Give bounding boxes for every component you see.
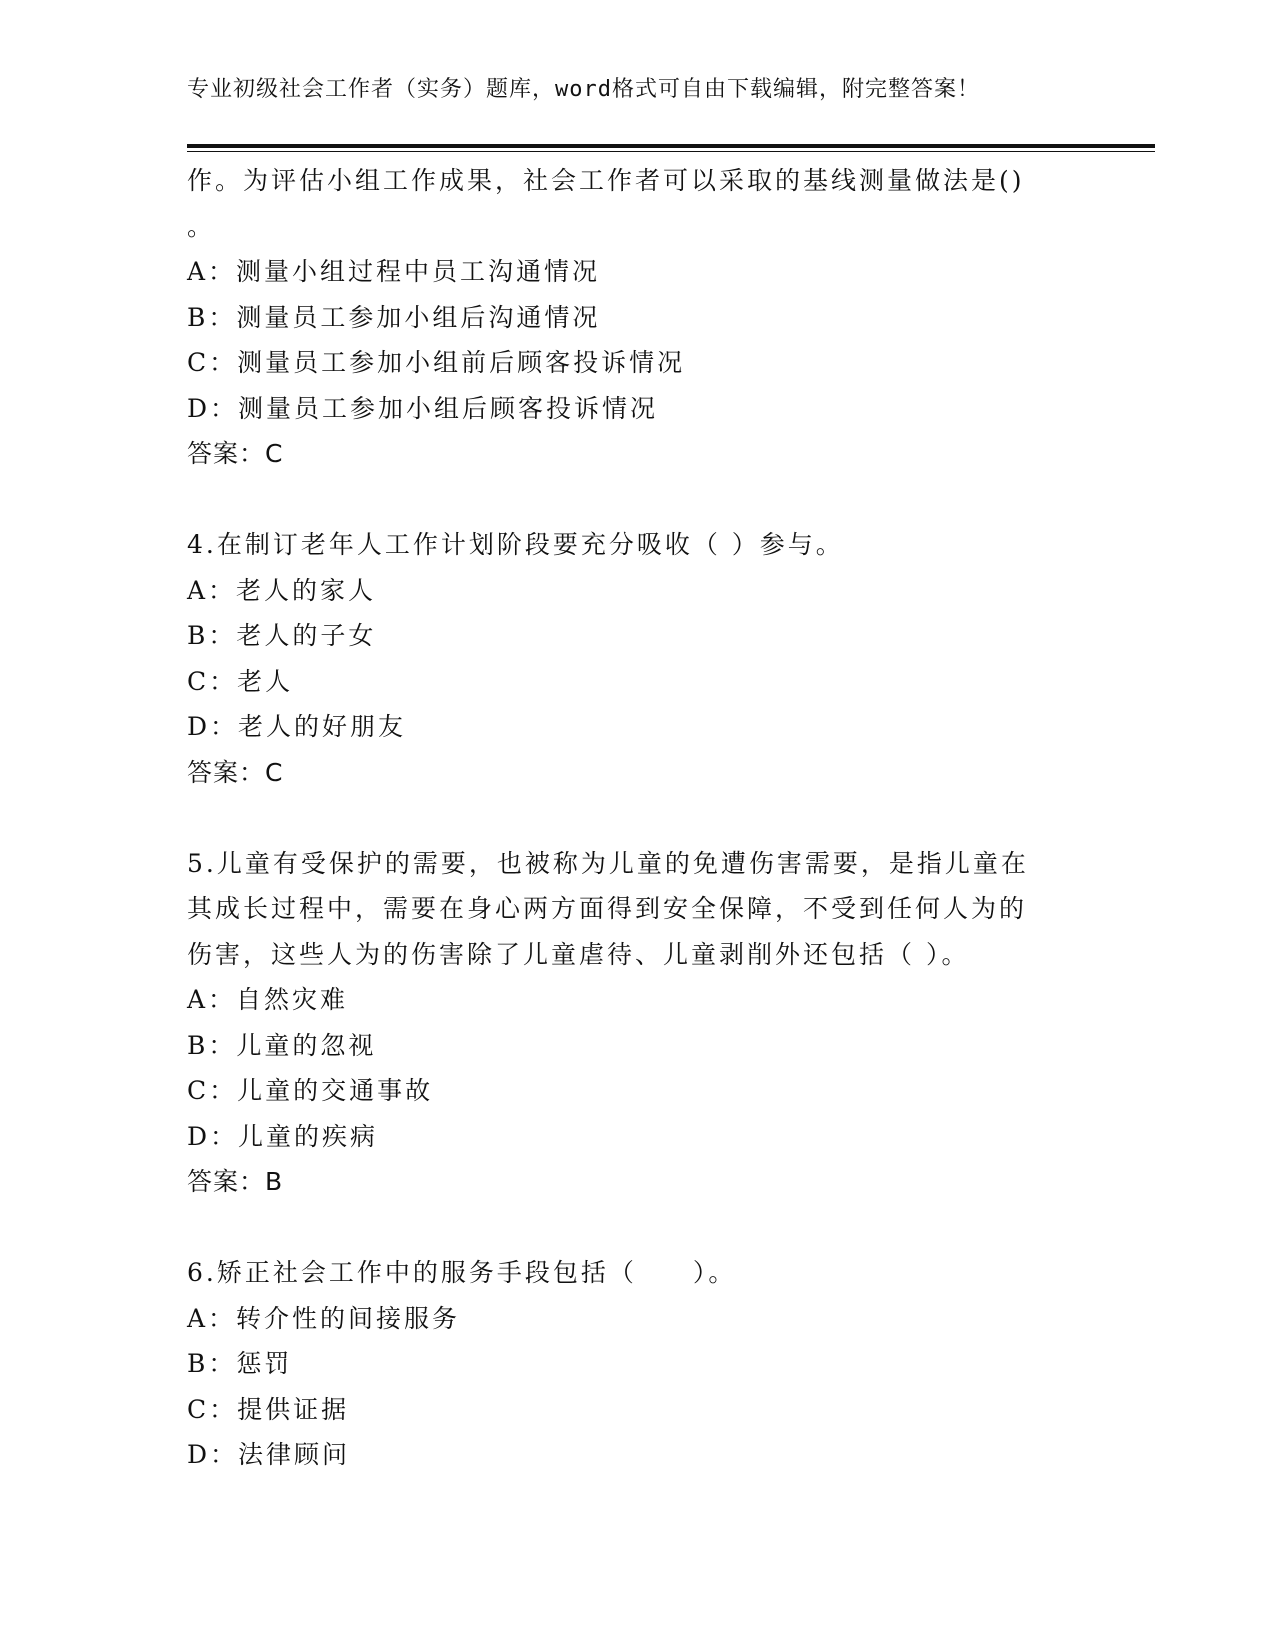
answer-line: 答案：B bbox=[187, 1167, 284, 1196]
question-stem-line: 5.儿童有受保护的需要，也被称为儿童的免遭伤害需要，是指儿童在 bbox=[187, 848, 1029, 878]
option-b: B：惩罚 bbox=[187, 1349, 293, 1378]
question-block bbox=[187, 158, 1087, 477]
option-d: D：老人的好朋友 bbox=[187, 712, 407, 741]
option-d: D：法律顾问 bbox=[187, 1440, 351, 1469]
spacer bbox=[187, 795, 1087, 841]
option-a: A：老人的家人 bbox=[187, 575, 377, 605]
answer-line: 答案：C bbox=[187, 439, 284, 468]
question-stem-line: 伤害，这些人为的伤害除了儿童虐待、儿童剥削外还包括（ ）。 bbox=[187, 939, 970, 969]
option-a: A：自然灾难 bbox=[187, 985, 349, 1014]
option-c: C：提供证据 bbox=[187, 1394, 350, 1424]
header-rule-thick bbox=[187, 144, 1155, 148]
option-d: D：测量员工参加小组后顾客投诉情况 bbox=[187, 393, 659, 423]
question-block bbox=[187, 1250, 1087, 1478]
question-stem-line: 。 bbox=[187, 211, 216, 241]
question-stem-line: 作。为评估小组工作成果，社会工作者可以采取的基线测量做法是() bbox=[187, 166, 1025, 195]
question-stem-line: 6.矫正社会工作中的服务手段包括（ ）。 bbox=[187, 1258, 737, 1287]
question-stem-line: 4.在制订老年人工作计划阶段要充分吸收（ ）参与。 bbox=[187, 530, 844, 559]
question-block bbox=[187, 841, 1087, 1205]
option-a: A：测量小组过程中员工沟通情况 bbox=[187, 257, 601, 286]
option-c: C：儿童的交通事故 bbox=[187, 1076, 434, 1105]
page-header: 专业初级社会工作者（实务）题库，word格式可自由下载编辑，附完整答案！ bbox=[187, 77, 980, 102]
option-b: B：儿童的忽视 bbox=[187, 1030, 377, 1060]
header-rule-thin bbox=[187, 151, 1155, 152]
answer-line: 答案：C bbox=[187, 757, 284, 787]
spacer bbox=[187, 477, 1087, 523]
option-b: B：测量员工参加小组后沟通情况 bbox=[187, 302, 601, 332]
question-stem-line: 其成长过程中，需要在身心两方面得到安全保障，不受到任何人为的 bbox=[187, 894, 1028, 923]
option-a: A：转介性的间接服务 bbox=[187, 1303, 461, 1333]
option-b: B：老人的子女 bbox=[187, 621, 377, 650]
option-c: C：测量员工参加小组前后顾客投诉情况 bbox=[187, 348, 686, 377]
option-c: C：老人 bbox=[187, 666, 294, 696]
spacer bbox=[187, 1205, 1087, 1251]
question-block bbox=[187, 522, 1087, 795]
option-d: D：儿童的疾病 bbox=[187, 1121, 379, 1151]
question-list bbox=[187, 158, 1087, 1478]
